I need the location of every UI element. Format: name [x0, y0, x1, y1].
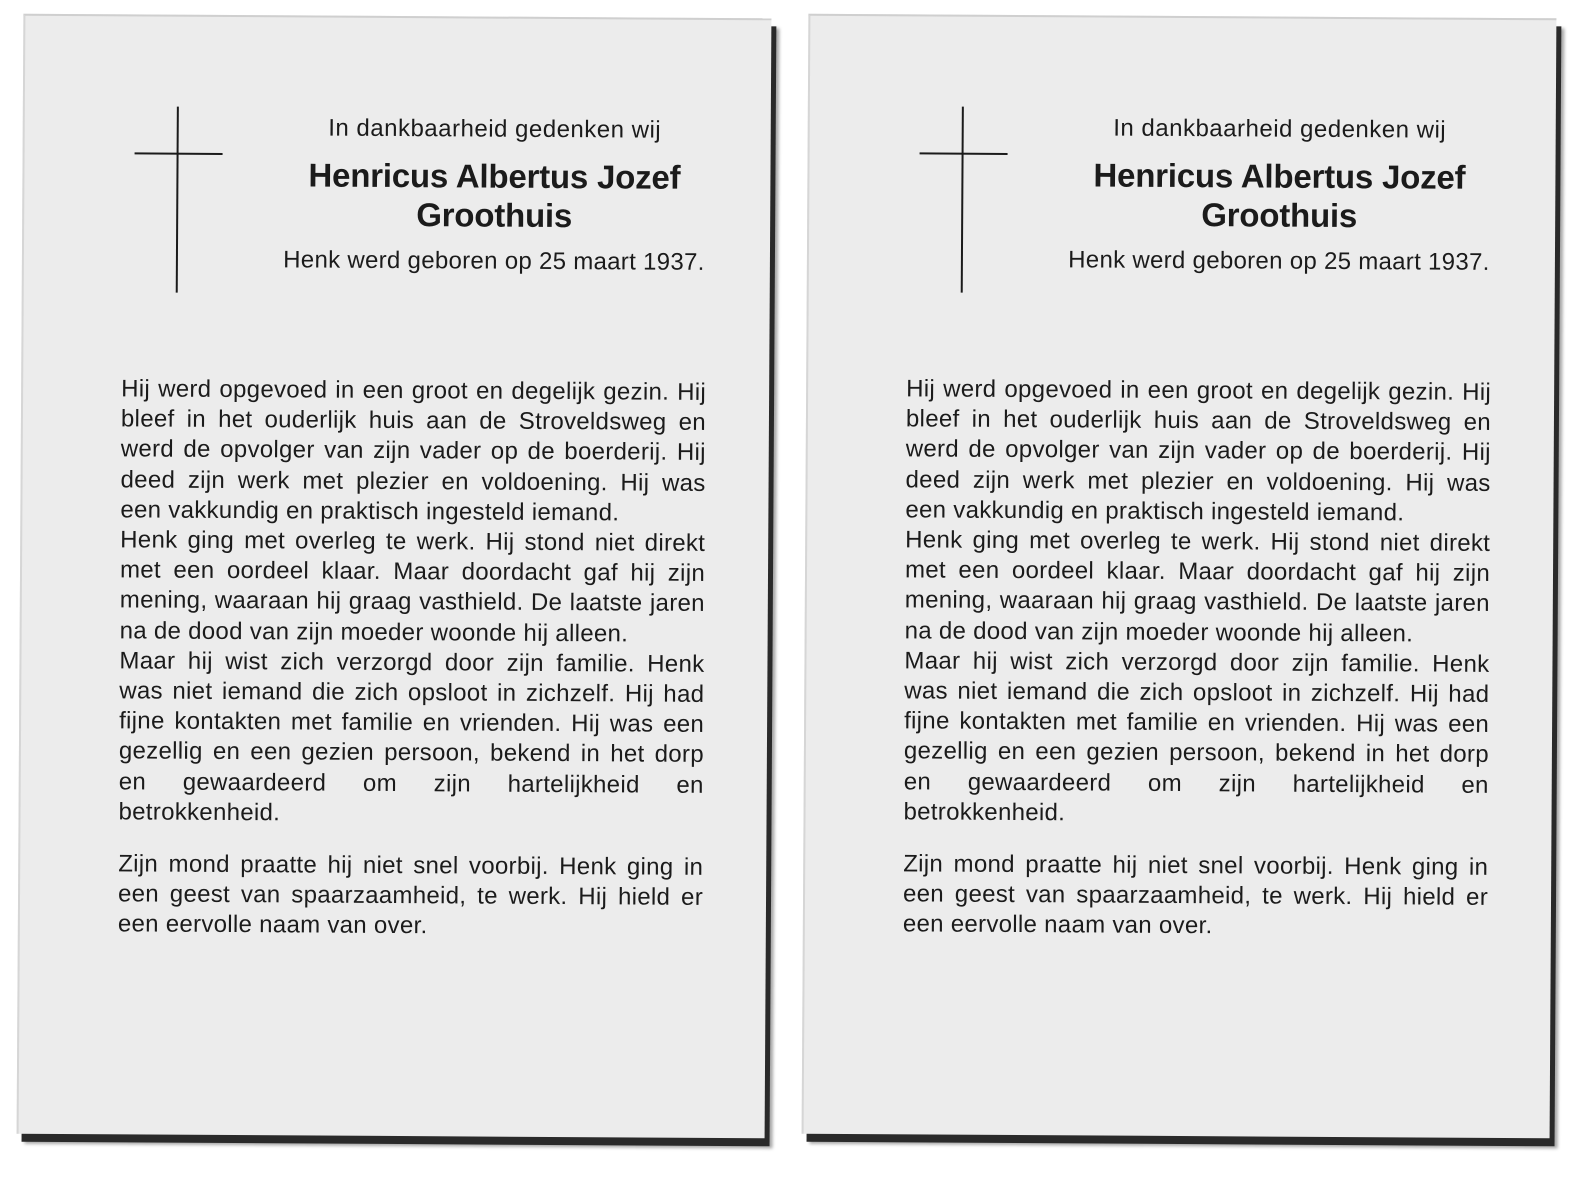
cross-icon-bar — [135, 152, 223, 155]
paragraph: Hij werd opgevoed in een groot en degelijk gezin. Hij bleef in het ouderlijk huis aan de Stroveldsweg en werd de opvolger van zijn vader op de boerderij. Hij deed zijn werk met plezier en voldoening. Hij was een vakkundig en praktisch ingesteld iemand. — [120, 375, 707, 527]
deceased-name-line2: Groothuis — [416, 196, 573, 235]
paragraph: Henk ging met overleg te werk. Hij stond niet direkt met een oordeel klaar. Maar doordacht gaf hij zijn mening, waaraan hij graag vasthield. De laatste jaren na de dood van zijn moeder woonde hij alleen. — [119, 526, 706, 648]
intro-text: In dankbaarheid gedenken wij — [1113, 114, 1447, 144]
memorial-text — [118, 374, 706, 943]
paragraph: Maar hij wist zich verzorgd door zijn familie. Henk was niet iemand die zich opsloot in zichzelf. Hij had fijne kontakten met familie en vrienden. Hij was een gezellig en een gezien persoon, bekend in het dorp en gewaardeerd om zijn hartelijkheid en betrokkenheid. — [118, 647, 705, 827]
deceased-name-line1: Henricus Albertus Jozef — [1093, 156, 1466, 196]
intro-text: In dankbaarheid gedenken wij — [328, 114, 662, 144]
birth-text: Henk werd geboren op 25 maart 1937. — [1068, 246, 1490, 276]
cross-icon — [176, 107, 179, 293]
card-header — [274, 113, 715, 284]
paragraph: Maar hij wist zich verzorgd door zijn familie. Henk was niet iemand die zich opsloot in zichzelf. Hij had fijne kontakten met familie en vrienden. Hij was een gezellig en een gezien persoon, bekend in het dorp en gewaardeerd om zijn hartelijkheid en betrokkenheid. — [903, 647, 1490, 827]
memorial-card-right — [802, 14, 1557, 1139]
paragraph: Hij werd opgevoed in een groot en degelijk gezin. Hij bleef in het ouderlijk huis aan de Stroveldsweg en werd de opvolger van zijn vader op de boerderij. Hij deed zijn werk met plezier en voldoening. Hij was een vakkundig en praktisch ingesteld iemand. — [905, 375, 1492, 527]
memorial-card-left — [17, 14, 772, 1139]
cross-icon-bar — [920, 152, 1008, 155]
deceased-name-line1: Henricus Albertus Jozef — [308, 156, 681, 196]
card-header — [1059, 113, 1500, 284]
paragraph: Zijn mond praatte hij niet snel voorbij. Henk ging in een geest van spaarzaamheid, te werk. Hij hield er een eervolle naam van over. — [117, 850, 704, 940]
cross-icon — [961, 107, 964, 293]
birth-text: Henk werd geboren op 25 maart 1937. — [283, 246, 705, 276]
paragraph: Henk ging met overleg te werk. Hij stond niet direkt met een oordeel klaar. Maar doordacht gaf hij zijn mening, waaraan hij graag vasthield. De laatste jaren na de dood van zijn moeder woonde hij alleen. — [904, 526, 1491, 648]
memorial-text — [903, 374, 1491, 943]
paragraph: Zijn mond praatte hij niet snel voorbij. Henk ging in een geest van spaarzaamheid, te werk. Hij hield er een eervolle naam van over. — [902, 850, 1489, 940]
deceased-name-line2: Groothuis — [1201, 196, 1358, 235]
